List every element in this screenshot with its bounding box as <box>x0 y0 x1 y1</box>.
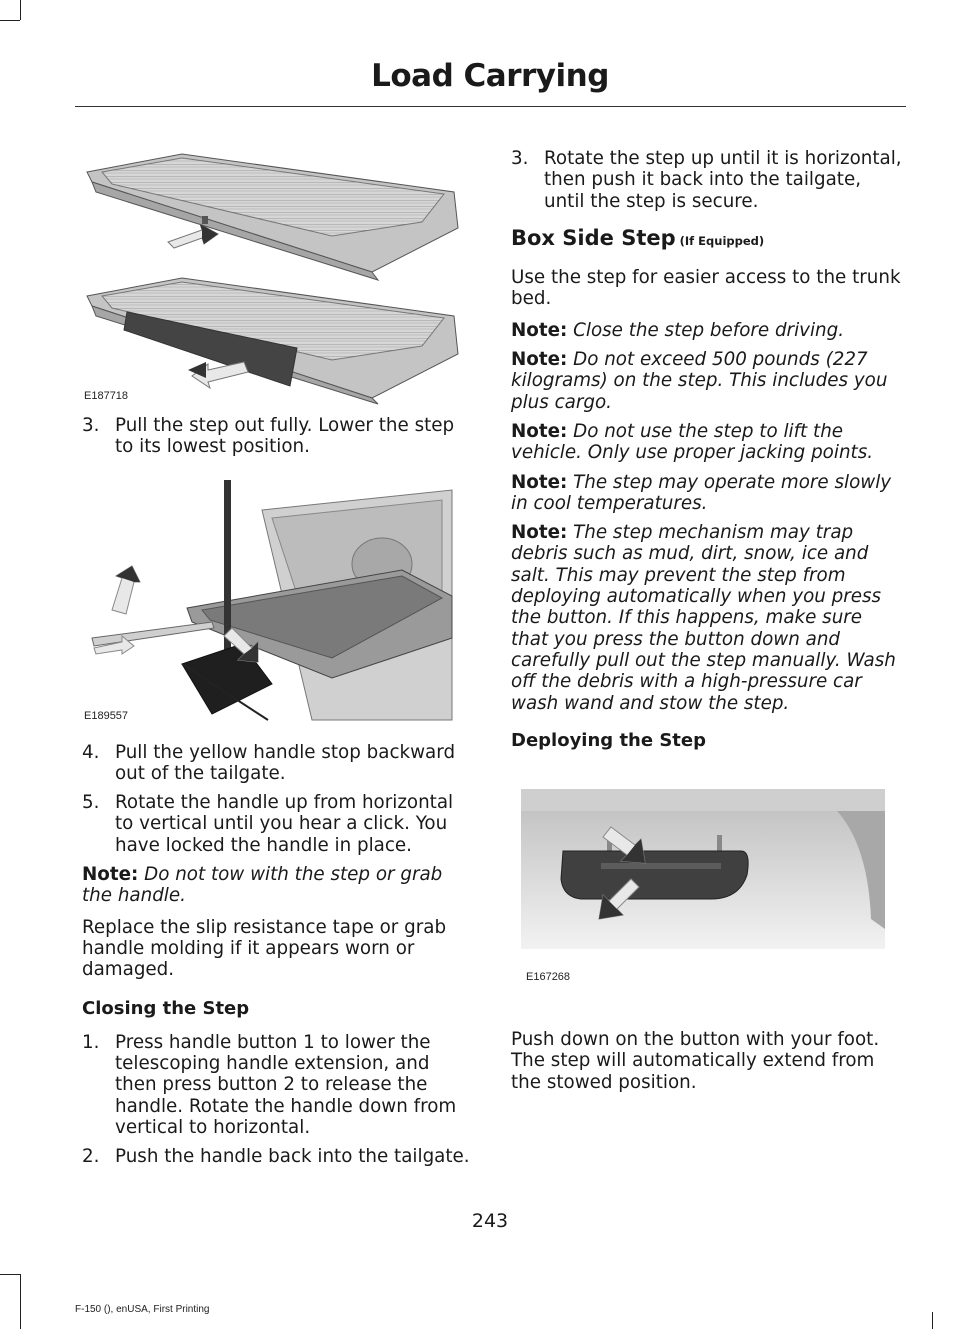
note-label: Note: <box>82 864 139 886</box>
list-number: 3. <box>82 415 100 436</box>
paragraph: Push down on the button with your foot. The step will automatically extend from the stowed position. <box>511 1029 880 1093</box>
section-qualifier: (If Equipped) <box>679 233 765 248</box>
note-label: Note: <box>511 522 568 544</box>
note <box>82 864 474 907</box>
note-label: Note: <box>511 349 568 371</box>
list-text: Rotate the step up until it is horizontal, then push it back into the tailgate, until the step is secure. <box>544 148 902 212</box>
header-rule <box>75 106 906 107</box>
handle-deployed-illustration <box>82 470 462 730</box>
note-label: Note: <box>511 319 568 341</box>
note-text: Do not tow with the step or grab the handle. <box>82 864 443 907</box>
note <box>511 472 903 515</box>
page-number: 243 <box>471 1210 509 1232</box>
list-item <box>82 1032 474 1138</box>
note <box>511 522 903 714</box>
figure-label: E167268 <box>526 971 571 984</box>
box-side-step-illustration <box>511 779 891 1029</box>
section-title-text: Box Side Step <box>511 225 676 250</box>
list-number: 5. <box>82 792 100 814</box>
list-number: 3. <box>511 148 529 169</box>
right-column <box>511 148 903 1093</box>
list-number: 4. <box>82 741 100 763</box>
list-number: 2. <box>82 1146 100 1168</box>
note-label: Note: <box>511 420 568 442</box>
tailgate-step-illustration <box>82 140 462 406</box>
figure-tailgate-step <box>82 140 462 406</box>
footer-text: F-150 (), enUSA, First Printing <box>75 1304 210 1315</box>
list-item <box>82 1146 474 1167</box>
list-item <box>82 742 474 785</box>
list-text: Press handle button 1 to lower the telescoping handle extension, and then press button 2 to release the handle. Rotate the handle down from vertical to horizontal. <box>115 1031 457 1139</box>
list-text: Rotate the handle up from horizontal to vertical until you hear a click. You have locked the handle in place. <box>115 792 454 856</box>
list-item <box>82 792 474 856</box>
note <box>511 421 903 464</box>
note <box>511 349 903 413</box>
list-text: Pull the yellow handle stop backward out of the tailgate. <box>115 741 456 784</box>
paragraph: Use the step for easier access to the trunk bed. <box>511 267 901 310</box>
left-column <box>82 140 474 1168</box>
list-text: Push the handle back into the tailgate. <box>115 1146 470 1168</box>
list-item <box>511 148 903 212</box>
note-text: The step mechanism may trap debris such as mud, dirt, snow, ice and salt. This may prevent the step from deploying automatically when you press the button. If this happens, make sure that you press the button down and carefully pull out the step manually. Wash off the debris with a high-pressure car wash wand and stow the step. <box>511 522 896 714</box>
figure-label: E189557 <box>84 709 129 722</box>
figure-label: E187718 <box>84 390 129 402</box>
list-text: Pull the step out fully. Lower the step to its lowest position. <box>115 415 455 458</box>
note <box>511 320 903 341</box>
crop-mark <box>932 1312 933 1329</box>
section-title <box>511 225 903 252</box>
page-title: Load Carrying <box>371 58 609 94</box>
crop-mark <box>0 20 20 21</box>
note-text: Do not exceed 500 pounds (227 kilograms) on the step. This includes you plus cargo. <box>511 349 888 413</box>
list-item <box>82 415 474 458</box>
subheading-closing: Closing the Step <box>82 997 250 1019</box>
paragraph: Replace the slip resistance tape or grab handle molding if it appears worn or damaged. <box>82 916 447 981</box>
list-number: 1. <box>82 1031 100 1053</box>
subheading-deploying: Deploying the Step <box>511 729 706 751</box>
note-label: Note: <box>511 471 568 493</box>
crop-mark <box>20 0 21 20</box>
crop-mark <box>0 1274 20 1275</box>
note-text: The step may operate more slowly in cool temperatures. <box>511 471 892 514</box>
figure-handle-deployed <box>82 470 462 730</box>
crop-mark <box>20 1274 21 1329</box>
figure-box-side-step <box>511 779 891 1029</box>
note-text: Close the step before driving. <box>573 319 845 341</box>
note-text: Do not use the step to lift the vehicle. Only use proper jacking points. <box>511 420 874 464</box>
